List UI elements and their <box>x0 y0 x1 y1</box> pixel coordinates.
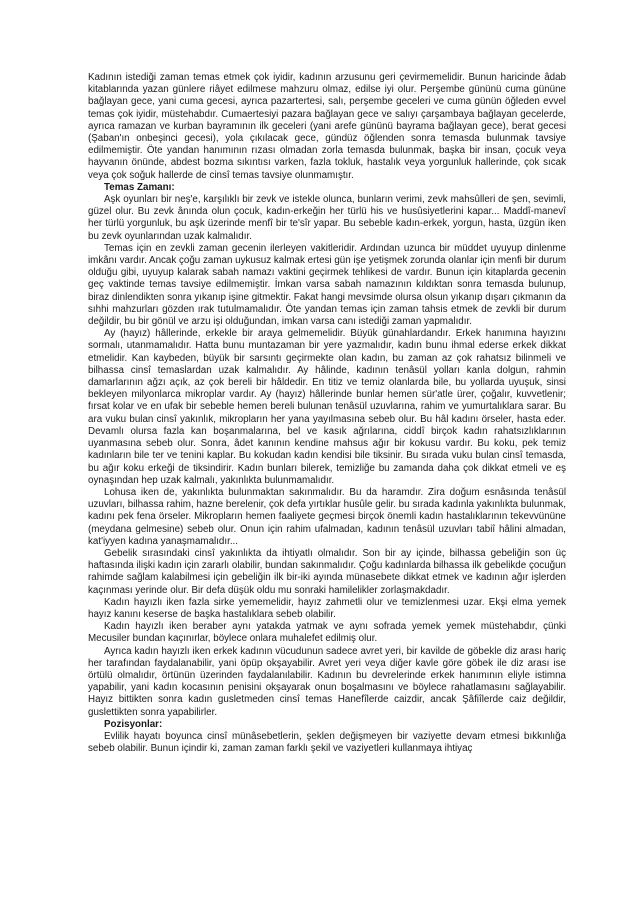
paragraph-sirke: Kadın hayızlı iken fazla sirke yememelidir, hayız zahmetli olur ve temizlenmesi uzar. Ekşi elma yemek hayız kanını keserse de başka hastalıklara sebeb olabilir. <box>88 596 566 620</box>
paragraph-intro: Kadının istediği zaman temas etmek çok iyidir, kadının arzusunu geri çevirmemelidir. Bunun haricinde âdab kitablarında yazan günlere riâyet edilmese mahzuru olmaz, edilse iyi olur. Perşembe gününü cuma gününe bağlayan gece, yani cuma gecesi, ayrıca pazartertesi, salı, perşembe geceleri ve cuma günün öğleden evvel temas çok iyidir, müstehabdır. Cumaertesiyi pazara bağlayan gece ve salıyı çarşambaya bağlayan gecelerde, ayrıca ramazan ve kurban bayramının ilk geceleri (yani arefe gününü bayrama bağlayan gece), berat gecesi (Şaban'ın onbeşinci gecesi), yola çıkılacak gece, gündüz öğlenden sonra temasda bulunmak tavsiye edilmemiştir. Öte yandan hanımının rızası olmadan zorla temasda bulunmak, başka bir insan, çocuk veya hayvanın önünde, abdest bozma sıkıntısı varken, fazla tokluk, hastalık veya yorgunluk hallerinde, çok sıcak veya çok soğuk hallerde de cinsî temas tavsiye olunmamıştır. <box>88 72 566 181</box>
paragraph-yatak: Kadın hayızlı iken beraber aynı yatakda yatmak ve aynı sofrada yemek yemek müstehabdır, çünki Mecusiler bundan kaçınırlar, böylece onlara muhalefet edilmiş olur. <box>88 621 566 645</box>
paragraph-ayrica: Ayrıca kadın hayızlı iken erkek kadının vücudunun sadece avret yeri, bir kavilde de göbekle diz arası hariç her tarafından faydalanabilir, yani öpüp okşayabilir. Avret yeri veya diğer kavle göre göbek ile diz arası ise örtülü olmalıdır, örtünün üzerinden faydalanılabilir. Kadının bu devrelerinde erkek hanımının eliyle istimna yapabilir, yani kadın kocasının penisini okşayarak onun boşalmasını ve böylece rahatlamasını sağlayabilir. Hayız bittikten sonra kadın gusletmeden cinsî temas Hanefîlerde caizdir, ancak Şâfiîlerde caiz değildir, guslettikten sonra yapabilirler. <box>88 645 566 718</box>
paragraph-gebelik: Gebelik sırasındaki cinsî yakınlıkta da ihtiyatlı olmalıdır. Son bir ay içinde, bilhassa gebeliğin son üç haftasında ilişki kadın için zararlı olabilir, bundan sakınmalıdır. Çoğu kadınlarda bilhassa ilk gebelikde çocuğun rahimde sağlam kalabilmesi için gebeliğin ilk bir-iki ayında münasebete dikkat etmek ve kadının ağır işlerden kaçınması yerinde olur. Bir defa düşük oldu mu sonraki hamilelikler zorlaşmakdadır. <box>88 547 566 596</box>
heading-pozisyonlar: Pozisyonlar: <box>104 718 163 730</box>
paragraph-temas-icin: Temas için en zevkli zaman gecenin ilerleyen vakitleridir. Ardından uzunca bir müddet uyuyup dinlenme imkânı vardır. Ancak çoğu zaman uykusuz kalmak ertesi gün işe yetişmek zorunda olanlar için menfi bir durum olduğu gibi, uyuyup kalarak sabah namazı vaktini geçirmek tehlikesi de vardır. Bunun için kitaplarda gecenin geç vaktinde temas tavsiye edilmemiştir. İmkan varsa sabah namazının kıldıktan sonra temasda bulunup, biraz dinlendikten sonra yıkanıp işine gitmektir. Fakat hangi mevsimde olursa olsun yıkanıp dışarı çıkmanın da sıhhi mahzurları gözden ırak tutulmamalıdır. Öte yandan temas için zaman tahsis etmek de zevkli bir durum değildir, bu bir gönül ve arzu işi olduğundan, imkan varsa canı istediği zaman yapmalıdır. <box>88 242 566 328</box>
heading-temas-zamani: Temas Zamanı: <box>104 181 175 193</box>
paragraph-ay-halleri: Ay (hayız) hâllerinde, erkekle bir araya gelmemelidir. Büyük günahlardandır. Erkek hanımına hayızını sormalı, utanmamalıdır. Hatta bunu muntazaman bir yere yazmalıdır, kadın bunu ihmal ederse erkek dikkat etmelidir. Kan kaybeden, büyük bir sarsıntı geçirmekte olan kadın, bu zaman az çok rahatsız bilinmeli ve bilhassa cinsî temaslardan uzak kalmalıdır. Ay hâlinde, kadının tenâsül yolları kanla dolgun, rahmin damarlarının ağzı açık, az çok bereli bir hâldedir. En titiz ve temiz olanlarda bile, bu yollarda uyuşuk, sinsi bekleyen milyonlarca mikroplar vardır. Ay (hayız) hâllerinde bunlar hemen sür'atle ürer, çoğalır, kuvvetlenir; fırsat kolar ve en ufak bir sebeble hemen bereli bulunan tenâsül uzuvlarına, rahim ve yumurtalıklara sarar. Bu ara vuku bulan cinsî yakınlık, mikropların her yana yayılmasına sebeb olur. Bu hâl kadını örseler, hasta eder. Devamlı olursa fazla kan boşanmalarına, bel ve kasık ağrılarına, ciddî birçok kadın rahatsızlıklarının uyanmasına sebeb olur. Sonra, âdet kanının kendine mahsus ağır bir kokusu vardır. Bu koku, pek temiz kadınların bile ter ve tenini kaplar. Bu kokudan kadın kendisi bile tiksinir. Bu sırada vuku bulan cinsî temasda, bu ağır koku erkeği de tiksindirir. Kadın bunları bilerek, temizliğe bu zamanda daha çok dikkat etmeli ve eş oynaşından hep uzak kalmalı, yakınlıkta bulunmamalıdır. <box>88 328 566 486</box>
paragraph-ask-oyunlari: Aşk oyunları bir neş'e, karşılıklı bir zevk ve istekle olunca, bunların verimi, zevk mahsûlleri de şen, sevimli, güzel olur. Bu zevk ânında olun çocuk, kadın-erkeğin her türlü his ve husûsiyetlerini kapar... Maddî-manevî her türlü yorgunluk, bu aşk üzerinde menfî bir te'sîr yapar. Bu sebeble kadın-erkek, yorgun, hasta, üzgün iken bu zevk oyunlarından uzak kalmalıdır. <box>88 194 566 242</box>
paragraph-lohusa: Lohusa iken de, yakınlıkta bulunmaktan sakınmalıdır. Bu da haramdır. Zira doğum esnâsında tenâsül uzuvları, bilhassa rahim, hazne berelenir, çok defa yırtıklar husûle gelir. bu sırada kadınla yakınlıkta bulunmak, kadını pek fena örseler. Mikropların hemen faaliyete geçmesi birçok önemli kadın hastalıklarının tekevvününe (meydana gelmesine) sebeb olur. Onun için rahim ufalmadan, kadının tenâsül uzuvları tabiî hâlini almadan, kat'iyyen kadına yanaşmamalıdır... <box>88 486 566 547</box>
document-page <box>88 72 566 755</box>
paragraph-evlilik: Evlilik hayatı boyunca cinsî münâsebetlerin, şeklen değişmeyen bir vaziyette devam etmesi bıkkınlığa sebeb olabilir. Bunun içindir ki, zaman zaman farklı şekil ve vaziyetleri kullanmaya ihtiyaç <box>88 730 566 755</box>
